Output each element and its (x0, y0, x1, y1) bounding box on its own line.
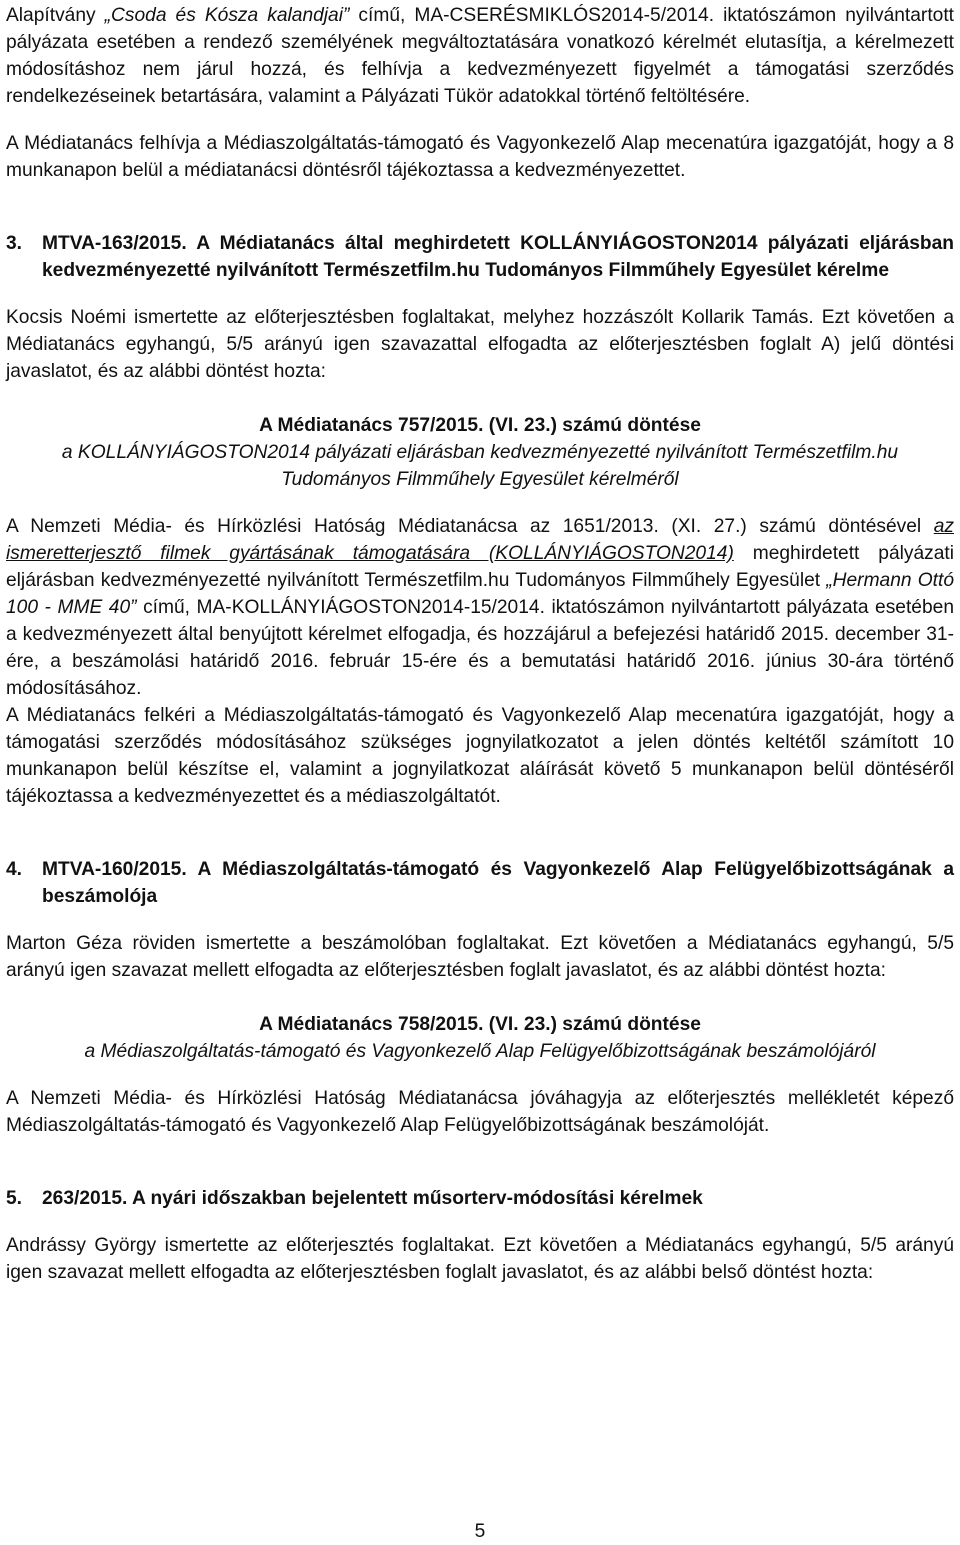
section-title: MTVA-160/2015. A Médiaszolgáltatás-támogató és Vagyonkezelő Alap Felügyelőbizottságának a beszámolója (42, 859, 954, 907)
decision-758-title: A Médiatanács 758/2015. (VI. 23.) számú döntése (259, 1014, 701, 1035)
decision-758-subtitle: a Médiaszolgáltatás-támogató és Vagyonkezelő Alap Felügyelőbizottságának beszámolójáról (84, 1041, 876, 1062)
section-title: 263/2015. A nyári időszakban bejelentett műsorterv-módosítási kérelmek (42, 1188, 703, 1209)
call-title: az ismeretterjesztő filmek gyártásának támogatására (KOLLÁNYIÁGOSTON2014) (6, 516, 954, 564)
decision-757-body: A Nemzeti Média- és Hírközlési Hatóság Médiatanácsa az 1651/2013. (XI. 27.) számú döntésével az ismeretterjesztő filmek gyártásának támogatására (KOLLÁNYIÁGOSTON2014) meghirdetett pályázati eljárásban kedvezményezetté nyilvánított Természetfilm.hu Tudományos Filmműhely Egyesület „Hermann Ottó 100 - MME 40” című, MA-KOLLÁNYIÁGOSTON2014-15/2014. iktatószámon nyilvántartott pályázata esetében a kedvezményezett által benyújtott kérelmet elfogadja, és hozzájárul a befejezési határidő 2015. december 31-ére, a beszámolási határidő 2016. február 15-ére és a bemutatási határidő 2016. június 30-ára történő módosításához. (6, 516, 954, 699)
decision-758-body: A Nemzeti Média- és Hírközlési Hatóság Médiatanácsa jóváhagyja az előterjesztés mellékletét képező Médiaszolgáltatás-támogató és Vagyonkezelő Alap Felügyelőbizottságának beszámolóját. (6, 1088, 954, 1136)
project-title: „Csoda és Kósza kalandjai” (104, 5, 350, 26)
section-number: 5. (6, 1188, 23, 1209)
section-5-heading (6, 1185, 954, 1212)
paragraph-decision-continuation: Alapítvány „Csoda és Kósza kalandjai” című, MA-CSERÉSMIKLÓS2014-5/2014. iktatószámon nyilvántartott pályázata esetében a rendező személyének megváltoztatására vonatkozó kérelmét elutasítja, a kérelmezett módosításhoz nem járul hozzá, és felhívja a kedvezményezett figyelmét a támogatási szerződés rendelkezéseinek betartására, valamint a Pályázati Tükör adatokkal történő feltöltésére. (6, 5, 954, 107)
decision-757-title: A Médiatanács 757/2015. (VI. 23.) számú döntése (259, 415, 701, 436)
section-4-intro: Marton Géza röviden ismertette a beszámolóban foglaltakat. Ezt követően a Médiatanács egyhangú, 5/5 arányú igen szavazat mellett elfogadta az előterjesztésben foglalt javaslatot, és az alábbi döntést hozta: (6, 933, 954, 981)
section-number: 3. (6, 233, 23, 254)
paragraph-notification: A Médiatanács felhívja a Médiaszolgáltatás-támogató és Vagyonkezelő Alap mecenatúra igazgatóját, hogy a 8 munkanapon belül a médiatanácsi döntésről tájékoztassa a kedvezményezettet. (6, 133, 954, 181)
section-number: 4. (6, 859, 23, 880)
section-3-intro: Kocsis Noémi ismertette az előterjesztésben foglaltakat, melyhez hozzászólt Kollarik Tamás. Ezt követően a Médiatanács egyhangú, 5/5 arányú igen szavazattal elfogadta az előterjesztésben foglalt A) jelű döntési javaslatot, és az alábbi döntést hozta: (6, 307, 954, 382)
page-number: 5 (474, 1521, 486, 1542)
section-4-heading (6, 856, 954, 910)
decision-757-body-2: A Médiatanács felkéri a Médiaszolgáltatás-támogató és Vagyonkezelő Alap mecenatúra igazgatóját, hogy a támogatási szerződés módosításához szükséges jognyilatkozatot a jelen döntés keltétől számított 10 munkanapon belül készítse el, valamint a jognyilatkozat aláírását követő 5 munkanapon belül döntéséről tájékoztassa a kedvezményezettet és a médiaszolgáltatót. (6, 705, 954, 807)
decision-757-subtitle: a KOLLÁNYIÁGOSTON2014 pályázati eljárásban kedvezményezetté nyilvánított Természetfilm.hu Tudományos Filmműhely Egyesület kérelméről (61, 442, 899, 490)
section-5-intro: Andrássy György ismertette az előterjesztés foglaltakat. Ezt követően a Médiatanács egyhangú, 5/5 arányú igen szavazat mellett elfogadta az előterjesztésben foglalt javaslatot, és az alábbi belső döntést hozta: (6, 1235, 954, 1283)
section-title: MTVA-163/2015. A Médiatanács által meghirdetett KOLLÁNYIÁGOSTON2014 pályázati eljárásban kedvezményezetté nyilvánított Természetfilm.hu Tudományos Filmműhely Egyesület kérelme (42, 233, 954, 281)
section-3-heading (6, 230, 954, 284)
film-title: „Hermann Ottó 100 - MME 40” (6, 570, 954, 618)
